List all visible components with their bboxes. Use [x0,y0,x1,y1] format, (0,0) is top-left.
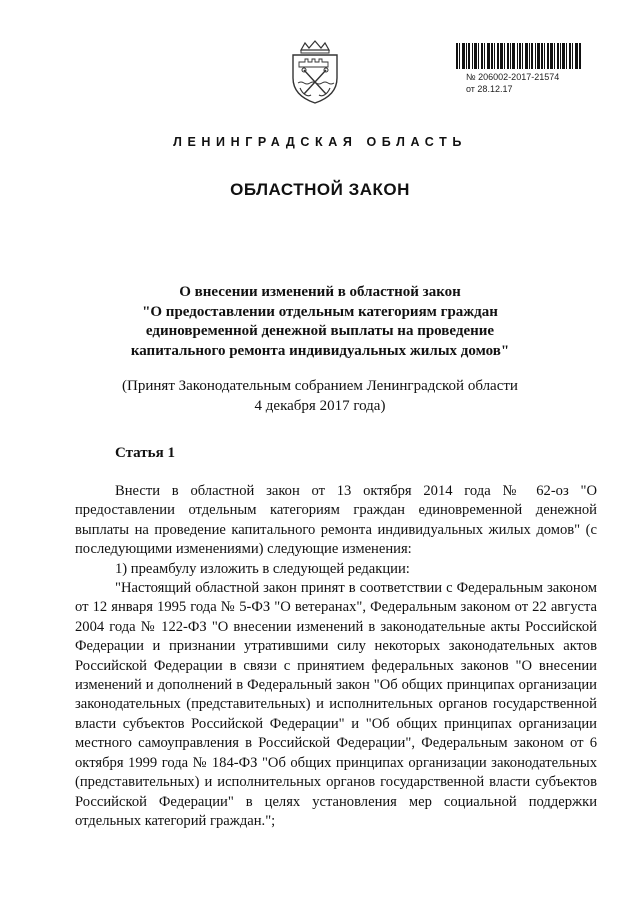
document-type-heading: ОБЛАСТНОЙ ЗАКОН [230,180,410,199]
article-paragraph: "Настоящий областной закон принят в соответствии с Федеральным законом от 12 января 1995 года № 5-ФЗ "О ветеранах", Федеральным законом от 22 августа 2004 года № 122-ФЗ "О внесении изменений в законодательные акты Российской Федерации и признании утратившими силу некоторых законодательных актов Российской Федерации в связи с принятием федеральных законов "О внесении изменений и дополнений в Федеральный закон "Об общих принципах организации законодательных (представительных) и исполнительных органов государственной власти субъектов Российской Федерации" и "Об общих принципах организации местного самоуправления в Российской Федерации", Федеральным законом от 6 октября 1999 года № 184-ФЗ "Об общих принципах организации законодательных (представительных) и исполнительных органов государственной власти субъектов Российской Федерации" в целях установления мер социальной поддержки отдельных категорий граждан."; [75,580,597,829]
law-title-line: капитального ремонта индивидуальных жилых домов" [130,342,510,359]
law-title-line: О внесении изменений в областной закон [179,284,461,300]
adoption-note-line: (Принят Законодательным собранием Ленинградской области [122,378,518,394]
adoption-note [80,377,560,416]
law-title-line: единовременной денежной выплаты на проведение [145,323,495,339]
registration-date: от 28.12.17 [466,84,513,94]
coat-of-arms-icon [287,40,343,104]
adoption-note-line: 4 декабря 2017 года) [254,397,386,414]
article-body [75,482,597,831]
article-heading: Статья 1 [115,445,175,461]
article-paragraph: Внести в областной закон от 13 октября 2014 года № 62-оз "О предоставлении отдельным категориям граждан единовременной денежной выплаты на проведение капитального ремонта индивидуальных жилых домов" (с последующими изменениями) следующие изменения: [75,483,597,558]
registration-block [456,43,582,95]
law-title [100,283,540,361]
registration-number: № 206002-2017-21574 [466,72,560,82]
region-heading: ЛЕНИНГРАДСКАЯ ОБЛАСТЬ [173,135,467,149]
law-title-line: "О предоставлении отдельным категориям граждан [142,303,498,320]
barcode-icon [456,43,582,69]
article-paragraph: 1) преамбулу изложить в следующей редакции: [115,560,410,577]
